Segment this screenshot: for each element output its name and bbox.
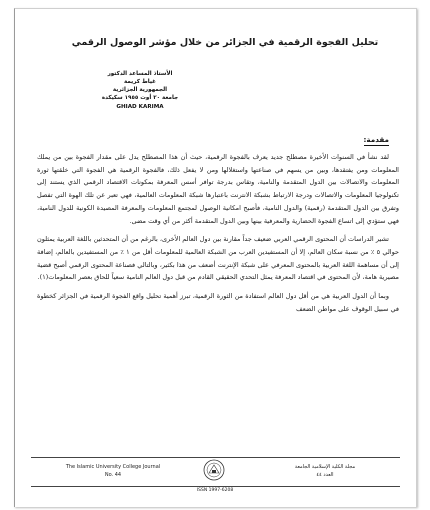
paragraph: تشير الدراسات أن المحتوى الرقمي العربي ضعيف جداً مقارنة بين دول العالم الأخرى، بالرغم من أن المتحدثين باللغة العربية يمثلون حوالي ٥ ٪ من نسبة سكان العالم، إلا أن المستفيدين العرب من الشبكة العالمية للمعلومات أقل من ١ ٪ من المستفيدين بالعالم، إضافة إلى أن مساهمة اللغة العربية بالمحتوى المعرفي على شبكة الإنترنت أضعف من هذا بكثير، وبالتالي فصناعة المحتوى الرقمي أصبح قضية مصيرية هامة، لأن المحتوى في اقتصاد المعرفة يمثل التحدي الحقيقي القادم من قبل دول العالم النامية سعياً للحاق بعصر المعلومات(١). [37, 235, 399, 282]
university-seal-icon [203, 459, 225, 481]
footer-issn: ISSN 1997-6208 [196, 488, 234, 493]
body-text [37, 151, 399, 321]
paragraph: لقد نشأ في السنوات الأخيرة مصطلح جديد يعرف بالفجوة الرقمية، حيث أن هذا المصطلح يدل على مقدار الفجوة بين من يملك المعلومات ومن يفتقدها، وبين من يسهم في صناعتها واستغلالها ومن لا يفعل ذلك، فالفجوة الرقمية هي الفجوة التي خلقتها ثورة المعلومات والاتصالات بين الدول المتقدمة والنامية، وتقاس بدرجة توافر أسس المعرفة بمكونات الاقتصاد الرقمي الذي يستند إلى تكنولوجيا المعلومات والاتصالات ودرجة الارتباط بشبكة الانترنت باعتبارها شبكة المعلومات العالمية، فهي تعبر عن تلك الهوة التي تفصل وتفرق بين الدول المتقدمة (رقمية) والدول النامية، فأصبح امكانية الوصول لمجتمع المعلومات والمعرفة المصيدة الكونية للدول النامية، فهي ستؤدي إلى اتساع الفجوة الحضارية والمعرفية بينها وبين الدول المتقدمة أكثر من أي وقت مضى. [37, 153, 399, 225]
footer-journal-english [63, 463, 163, 479]
footer-rule-top [31, 457, 400, 458]
author-name-arabic: غياط كريمة [124, 79, 156, 85]
journal-footer [23, 457, 408, 499]
footer-journal-name-en: The Islamic University College Journal [65, 464, 161, 470]
author-rank: الأستاذ المساعد الدكتور [107, 71, 173, 77]
paper-title: تحليل الفجوة الرقمية في الجزائر من خلال مؤشر الوصول الرقمي [71, 37, 379, 48]
footer-issue-ar: العدد ٤٤ [316, 472, 334, 478]
author-university: جامعة ٢٠ أوت ١٩٥٥ سكيكدة [101, 95, 179, 101]
section-heading-introduction: مقدمة: [363, 135, 389, 144]
footer-journal-name-ar: مجلة الكلية الإسلامية الجامعة [294, 464, 356, 470]
paper-page [14, 8, 417, 507]
author-block [55, 70, 225, 111]
author-name-latin: GHIAD KARIMA [116, 104, 164, 110]
footer-rule-bottom [31, 486, 400, 487]
paragraph: وبما أن الدول العربية هي من أقل دول العالم استفادة من الثورة الرقمية، تبرز أهمية تحليل واقع الفجوة الرقمية في الجزائر كخطوة في سبيل الوقوف على مواطن الضعف [37, 292, 399, 313]
footer-issue-en: No. 44 [104, 472, 122, 478]
footer-journal-arabic [270, 463, 380, 479]
author-country: الجمهورية الجزائرية [112, 87, 168, 93]
